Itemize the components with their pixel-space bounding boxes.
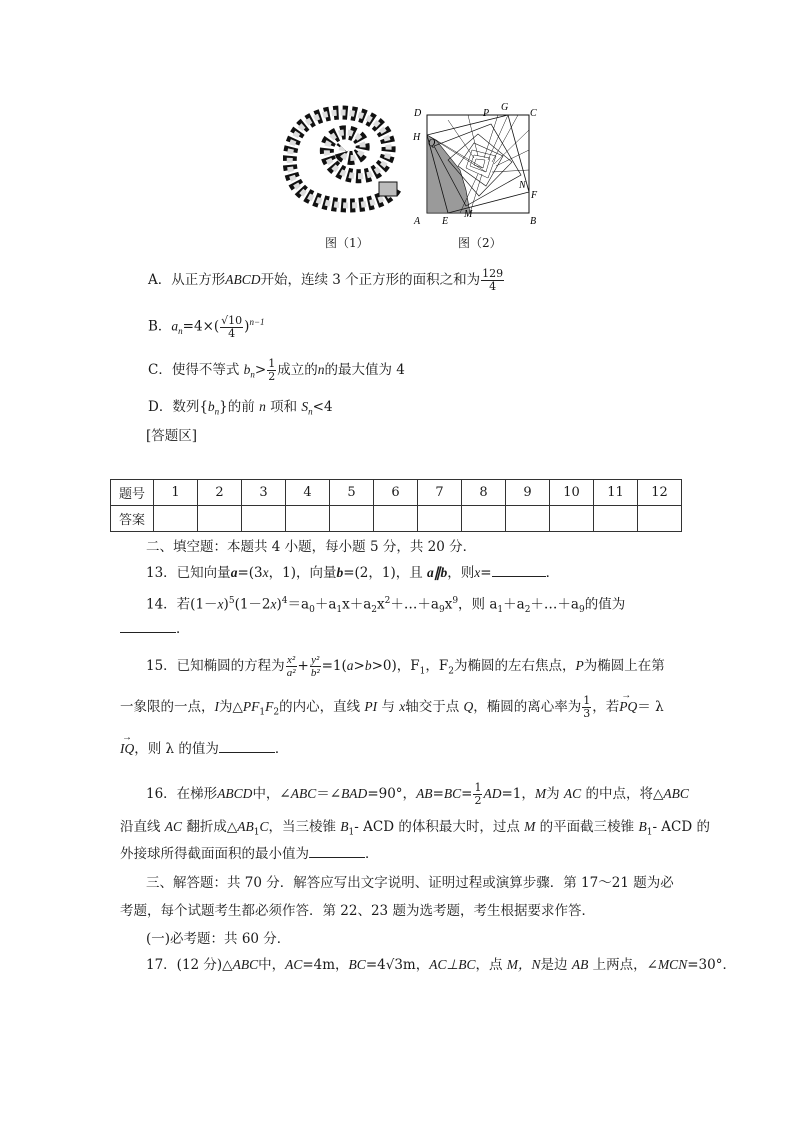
q16-answer-blank[interactable] [309,845,365,858]
label-N: N [519,180,526,191]
label-G: G [501,102,509,113]
answer-cell[interactable] [506,506,550,532]
label-H: H [413,132,421,143]
section-2-heading: 二、填空题：本题共 4 小题，每小题 5 分，共 20 分． [146,539,477,555]
figure-2-nested-squares [408,100,544,228]
answer-cell[interactable] [418,506,462,532]
question-number: 5 [330,480,374,506]
question-16-line-1: 16．在梯形ABCD中，∠ABC＝∠BAD=90°，AB=BC= $\frac{1}{2}$ AD=1，M为 AC 的中点，将△ABC [146,781,689,807]
answer-cell[interactable] [594,506,638,532]
question-number-header: 题号 [111,480,154,506]
question-16-line-2: 沿直线 AC 翻折成$\triangle AB_1C$，当三棱锥 $B_1-$ ACD 的体积最大时，过点 M 的平面截三棱锥 $B_1-$ ACD 的 [120,819,710,838]
question-number: 8 [462,480,506,506]
answer-cell[interactable] [374,506,418,532]
q13-answer-blank[interactable] [492,564,546,577]
answer-cell[interactable] [154,506,198,532]
question-15-line-3: → IQ，则 λ 的值为 ． [120,740,288,758]
answer-header: 答案 [111,506,154,532]
figure-1-spiral [283,104,415,216]
question-15-line-2: 一象限的一点，I为$\triangle PF_1F_2$的内心，直线 PI 与 x轴交于点 Q，椭圆的离心率为 $\frac{1}{3}$ ，若→ PQ＝ λ [120,695,664,722]
question-13: 13．已知向量a=(3x，1)，向量b=(2，1)，且 a∥b，则x= ． [146,565,560,581]
q14-answer-blank[interactable] [120,620,176,633]
answer-table-answer-row [111,506,682,532]
question-16-line-3: 外接球所得截面面积的最小值为 ． [120,846,379,862]
figure-1-caption: 图（1） [325,236,369,250]
answer-cell[interactable] [462,506,506,532]
label-C: C [530,108,537,119]
question-number: 6 [374,480,418,506]
answer-table [110,479,682,532]
label-B: B [530,216,537,227]
label-E: E [442,216,449,227]
q15-answer-blank[interactable] [219,740,275,753]
required-questions-heading: (一)必考题：共 60 分． [146,931,291,947]
question-number: 1 [154,480,198,506]
section-3-heading-line-1: 三、解答题：共 70 分．解答应写出文字说明、证明过程或演算步骤．第 17～21 题为必 [146,875,674,891]
label-F: F [531,190,538,201]
question-17: 17．(12 分)△ABC中，AC=4m，BC=4√3m，AC⊥BC，点 M，N是边 AB 上两点，∠MCN=30°． [146,957,736,973]
question-number: 4 [286,480,330,506]
answer-cell[interactable] [198,506,242,532]
option-a: A．从正方形ABCD开始，连续 3 个正方形的面积之和为 $\frac{129}{4}$ [148,267,504,293]
label-D: D [414,108,422,119]
question-number: 12 [638,480,682,506]
answer-cell[interactable] [638,506,682,532]
question-number: 10 [550,480,594,506]
question-number: 11 [594,480,638,506]
question-15-line-1: 15．已知椭圆的方程为 $\frac{\text{x²}}{\text{a²}}$ + $\frac{\text{y²}}{\text{b²}}$ =1(a>b>0)，$F_1$，$F_2$为椭圆的左右焦点，P为椭圆上在第 [146,654,665,679]
answer-zone-label: [答题区] [146,428,198,444]
question-number: 2 [198,480,242,506]
question-number: 9 [506,480,550,506]
answer-cell[interactable] [550,506,594,532]
answer-cell[interactable] [330,506,374,532]
answer-cell[interactable] [286,506,330,532]
question-number: 3 [242,480,286,506]
option-d: D．数列$\{b_n\}$的前 n 项和 $S_n<4$ [148,399,333,417]
option-c: C．使得不等式 $b_n>$ $\frac{1}{2}$ 成立的n的最大值为 4 [148,357,405,383]
question-number: 7 [418,480,462,506]
question-14-blank-line: ． [120,620,190,638]
figure-2-caption: 图（2） [458,236,502,250]
answer-cell[interactable] [242,506,286,532]
question-14: 14．若$(1-x)^5(1-2x)^4=a_0+a_1x+a_2x^2+\dots+a_9x^9$，则 $a_1+a_2+\dots+a_9$的值为 [146,596,626,616]
label-P: P [483,108,490,119]
label-A: A [414,216,421,227]
section-3-heading-line-2: 考题，每个试题考生都必须作答．第 22、23 题为选考题，考生根据要求作答． [120,903,595,919]
option-b: B．$a_n=4\times$( $\frac{√10}{4}$ )$^{n-1}$ [148,313,265,340]
answer-table-header-row [111,480,682,506]
label-M: M [464,209,473,220]
label-Q: Q [428,138,436,149]
